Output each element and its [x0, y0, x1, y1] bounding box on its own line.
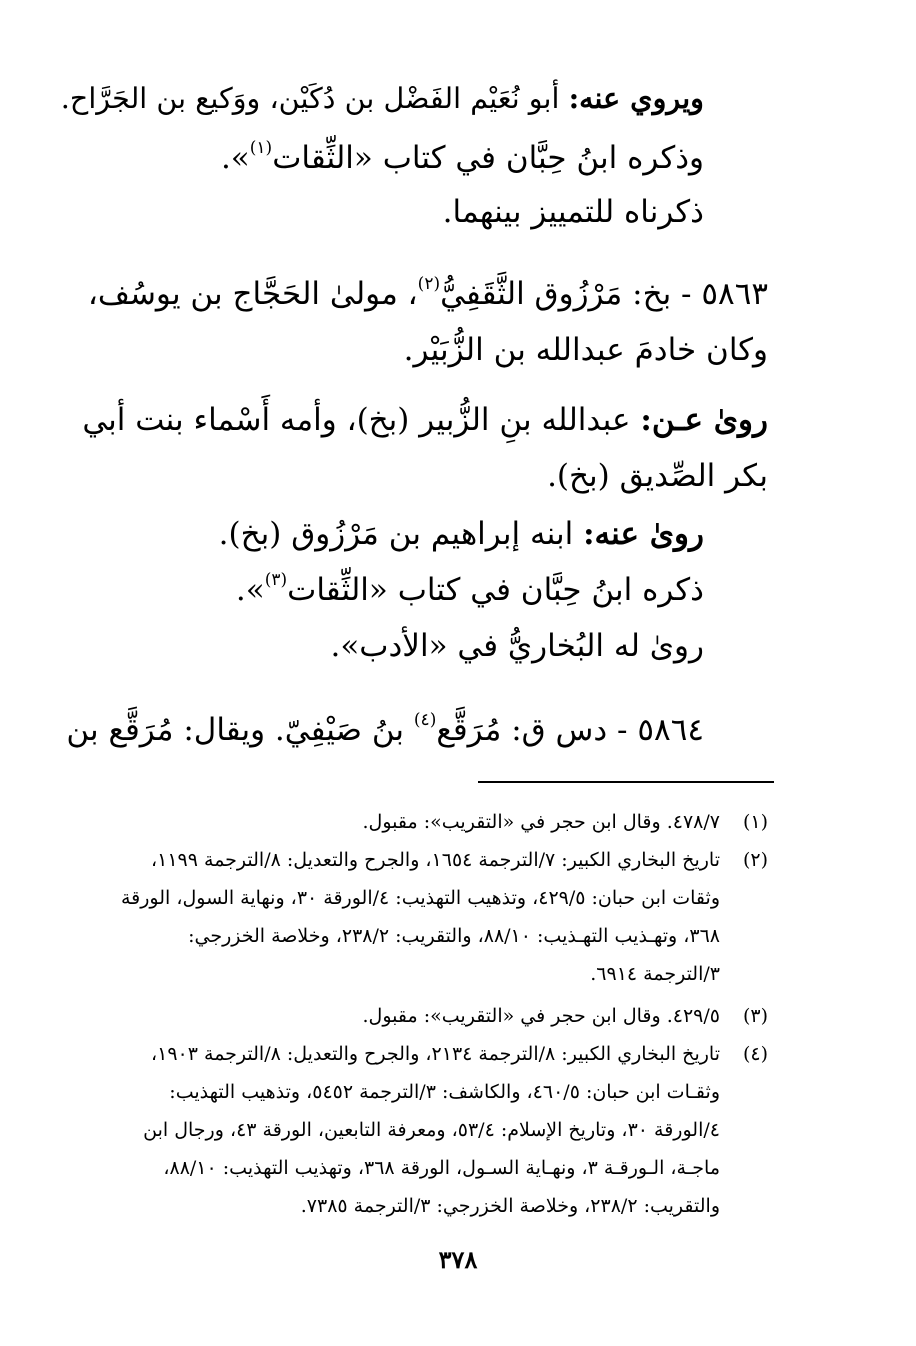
- page-number: ٣٧٨: [438, 1245, 478, 1274]
- entry-5864-text: بنُ صَيْفِيّ. ويقال: مُرَقَّع بن: [66, 712, 405, 748]
- footnote-line: والتقريب: ٢٣٨/٢، وخلاصة الخزرجي: ٣/الترجمة ٧٣٨٥.: [300, 1195, 720, 1217]
- thiqat-mention-text: وذكره ابنُ حِبَّان في كتاب «الثِّقات: [272, 140, 704, 176]
- narrators-from-label: ويروي عنه:: [568, 81, 704, 115]
- footnote-number: (١): [742, 811, 768, 833]
- entry-5863-name: ٥٨٦٣ - بخ: مَرْزُوق الثَّقَفِيُّ: [440, 276, 768, 312]
- narrated-by-text: ابنه إبراهيم بن مَرْزُوق (بخ).: [218, 516, 574, 552]
- narrated-from-text-2: بكر الصِّديق (بخ).: [547, 458, 768, 494]
- entry-5863-heading: [88, 274, 768, 314]
- footnote-line: ٣/الترجمة ٦٩١٤.: [590, 963, 720, 985]
- entry-5863-thiqat: [236, 570, 704, 610]
- entry-5863-relation: ، مولىٰ الحَجَّاج بن يوسُف،: [87, 276, 418, 312]
- entry-5863-narrated-by: [219, 514, 704, 554]
- footnote-ref-1: (١): [249, 137, 273, 158]
- entry-5863-narrated-from: [82, 400, 768, 440]
- entry-5863-narrated-from-2: [547, 456, 768, 496]
- footnote-separator: [478, 781, 774, 783]
- narrators-from-line: [61, 78, 704, 118]
- entry-5863-thiqat-text: ذكره ابنُ حِبَّان في كتاب «الثِّقات: [287, 572, 704, 608]
- footnote-number: (٣): [742, 1005, 768, 1027]
- entry-5863-line-2: [404, 330, 768, 370]
- distinction-note-line: [443, 192, 704, 232]
- footnote-line: تاريخ البخاري الكبير: ٨/الترجمة ٢١٣٤، والجرح والتعديل: ٨/الترجمة ١٩٠٣،: [151, 1043, 720, 1065]
- narrated-from-label: روىٰ عـن:: [640, 402, 768, 438]
- footnote-number: (٢): [742, 849, 768, 871]
- entry-5864-heading: [66, 710, 704, 750]
- footnote-line: ٤٧٨/٧. وقال ابن حجر في «التقريب»: مقبول.: [362, 811, 720, 833]
- footnote-line: ٤٢٩/٥. وقال ابن حجر في «التقريب»: مقبول.: [362, 1005, 720, 1027]
- footnote-line: وثقـات ابن حبان: ٤٦٠/٥، والكاشف: ٣/الترجمة ٥٤٥٢، وتذهيب التهذيب:: [169, 1081, 720, 1103]
- footnote-ref-2: (٢): [417, 273, 441, 294]
- thiqat-mention-line: [221, 138, 704, 178]
- distinction-note-text: ذكرناه للتمييز بينهما.: [442, 194, 704, 230]
- entry-5864-name: ٥٨٦٤ - دس ق: مُرَقَّع: [436, 712, 704, 748]
- footnote-line: تاريخ البخاري الكبير: ٧/الترجمة ١٦٥٤، والجرح والتعديل: ٨/الترجمة ١١٩٩،: [151, 849, 720, 871]
- entry-5863-adab-text: روىٰ له البُخاريُّ في «الأدب».: [330, 628, 704, 664]
- narrated-by-label: روىٰ عنه:: [583, 516, 704, 552]
- footnote-number: (٤): [742, 1043, 768, 1065]
- entry-5863-thiqat-end: ».: [235, 572, 265, 608]
- footnote-line: ٤/الورقة ٣٠، وتاريخ الإسلام: ٥٣/٤، ومعرفة التابعين، الورقة ٤٣، ورجال ابن: [143, 1119, 720, 1141]
- thiqat-mention-end: ».: [220, 140, 250, 176]
- footnote-line: وثقات ابن حبان: ٤٢٩/٥، وتذهيب التهذيب: ٤/الورقة ٣٠، ونهاية السول، الورقة: [120, 887, 720, 909]
- footnote-line: ٣٦٨، وتهـذيب التهـذيب: ٨٨/١٠، والتقريب: ٢٣٨/٢، وخلاصة الخزرجي:: [188, 925, 720, 947]
- narrated-from-text: عبدالله بنِ الزُّبير (بخ)، وأمه أَسْماء بنت أبي: [82, 402, 631, 438]
- entry-5863-servant-text: وكان خادمَ عبدالله بن الزُّبَيْر.: [403, 332, 768, 368]
- entry-5863-adab: [330, 626, 704, 666]
- footnote-line: ماجـة، الـورقـة ٣، ونهـاية السـول، الورقة ٣٦٨، وتهذيب التهذيب: ٨٨/١٠،: [163, 1157, 720, 1179]
- narrators-from-text: أبو نُعَيْم الفَضْل بن دُكَيْن، ووَكيع بن الجَرَّاح.: [60, 81, 560, 115]
- footnote-ref-4: (٤): [413, 709, 437, 730]
- footnote-ref-3: (٣): [264, 569, 288, 590]
